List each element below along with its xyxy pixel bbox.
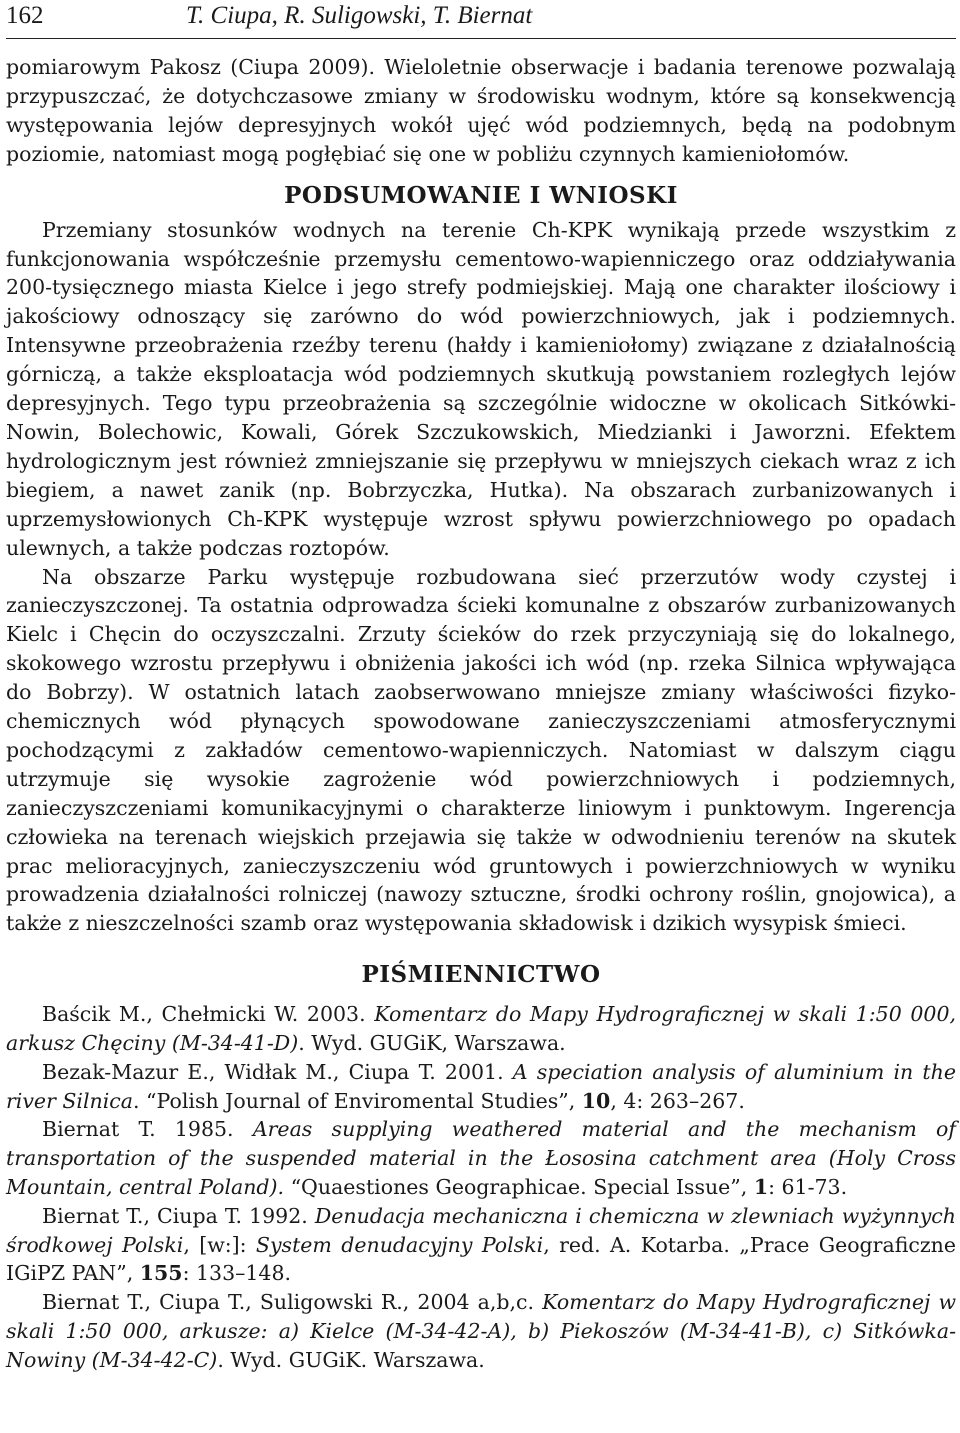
reference-authors: Biernat T., Ciupa T., Suligowski R., 2004 a,b,c. [42,1290,543,1315]
reference-volume: 155 [139,1261,183,1286]
reference-item [6,1288,956,1374]
references-heading: PIŚMIENNICTWO [361,961,601,989]
reference-title: Komentarz do Mapy Hydrograficznej w skali 1:50 000, arkusz Chęciny (M-34-41-D) [6,1002,957,1056]
reference-title: A speciation analysis of aluminium in the river Silnica [6,1059,957,1113]
reference-pages: : 61-73. [768,1175,848,1200]
reference-authors: Biernat T. 1985. [42,1117,253,1142]
reference-pages: : 133–148. [182,1261,292,1286]
reference-source: “Quaestiones Geographicae. Special Issue”, [284,1175,754,1200]
reference-title: Denudacja mechaniczna i chemiczna w zlewniach wyżynnych środkowej Polski [6,1203,956,1257]
reference-source: , red. A. Kotarba. „Prace Geograficzne IGiPZ PAN”, [6,1232,956,1286]
reference-item [6,1202,956,1288]
page [6,0,956,1375]
running-head [6,0,956,39]
summary-paragraph-1: Przemiany stosunków wodnych na terenie Ch-KPK wynikają przede wszystkim z funkcjonowania współcześnie przemysłu cementowo-wapienniczego oraz oddziaływania 200-tysięcznego miasta Kielce i jego strefy podmiejskiej. Mają one charakter ilościowy i jakościowy odnoszący się zarówno do wód powierzchniowych, jak i podziemnych. Intensywne przeobrażenia rzeźby terenu (hałdy i kamieniołomy) związane z działalnością górniczą, a także eksploatacja wód podziemnych skutkują powstaniem rozległych lejów depresyjnych. Tego typu przeobrażenia są szczególnie widoczne w okolicach Sitkówki-Nowin, Bolechowic, Kowali, Górek Szczukowskich, Miedzianki i Jaworzni. Efektem hydrologicznym jest również zmniejszanie się przepływu w mniejszych ciekach wraz z ich biegiem, a nawet zanik (np. Bobrzyczka, Hutka). Na obszarach zurbanizowanych i uprzemysłowionych Ch-KPK występuje wzrost spływu powierzchniowego po opadach ulewnych, a także podczas roztopów. [6,217,956,560]
reference-source: . Wyd. GUGiK. Warszawa. [217,1347,485,1372]
reference-authors: Biernat T., Ciupa T. 1992. [42,1203,315,1228]
reference-book-title: System denudacyjny Polski [255,1232,544,1257]
reference-source: . “Polish Journal of Enviromental Studies”, [133,1088,582,1113]
reference-title: Komentarz do Mapy Hydrograficznej w skali 1:50 000, arkusze: a) Kielce (M-34-42-A), b) Piekoszów (M-34-41-B), c) Sitkówka-Nowiny (M-34-42-C) [6,1290,956,1372]
page-number: 162 [6,2,44,29]
reference-authors: Bezak-Mazur E., Widłak M., Ciupa T. 2001. [42,1059,513,1084]
reference-item [6,1115,956,1201]
running-head-authors: T. Ciupa, R. Suligowski, T. Biernat [186,2,533,29]
summary-paragraph-2: Na obszarze Parku występuje rozbudowana sieć przerzutów wody czystej i zanieczyszczonej. Ta ostatnia odprowadza ścieki komunalne z obszarów zurbanizowanych Kielc i Chęcin do oczyszczalni. Zrzuty ścieków do rzek przyczyniają się do lokalnego, skokowego wzrostu przepływu i obniżenia jakości ich wód (np. rzeka Silnica wpływająca do Bobrzy). W ostatnich latach zaobserwowano mniejsze zmiany właściwości fizyko-chemicznych wód płynących spowodowane zanieczyszczeniami atmosferycznymi pochodzącymi z zakładów cementowo-wapienniczych. Natomiast w dalszym ciągu utrzymuje się wysokie zagrożenie wód powierzchniowych i podziemnych, zanieczyszczeniami komunikacyjnymi o charakterze liniowym i punktowym. Ingerencja człowieka na terenach wiejskich przejawia się także w odwodnieniu terenów na skutek prac melioracyjnych, zanieczyszczeniu wód gruntowych i powierzchniowych w wyniku prowadzenia działalności rolniczej (nawozy sztuczne, środki ochrony roślin, gnojowica), a także z nieszczelności szamb oraz występowania składowisk i dzikich wysypisk śmieci. [6,564,956,936]
reference-source: . Wyd. GUGiK, Warszawa. [298,1031,566,1056]
reference-list [6,1000,956,1374]
reference-pages: , 4: 263–267. [610,1088,745,1113]
reference-volume: 10 [581,1088,611,1113]
intro-paragraph: pomiarowym Pakosz (Ciupa 2009). Wieloletnie obserwacje i badania terenowe pozwalają przypuszczać, że dotychczasowe zmiany w środowisku wodnym, które są konsekwencją występowania lejów depresyjnych wokół ujęć wód podziemnych, będą na podobnym poziomie, natomiast mogą pogłębiać się one w pobliżu czynnych kamieniołomów. [6,55,956,166]
reference-item [6,1058,956,1116]
reference-title: Areas supplying weathered material and the mechanism of transportation of the suspended material in the Łososina catchment area (Holy Cross Mountain, central Poland). [6,1117,956,1200]
reference-volume: 1 [753,1175,769,1200]
reference-item [6,1000,956,1058]
reference-connector: , [w:]: [183,1232,256,1257]
reference-authors: Baścik M., Chełmicki W. 2003. [42,1002,375,1027]
summary-heading: PODSUMOWANIE I WNIOSKI [284,181,678,209]
